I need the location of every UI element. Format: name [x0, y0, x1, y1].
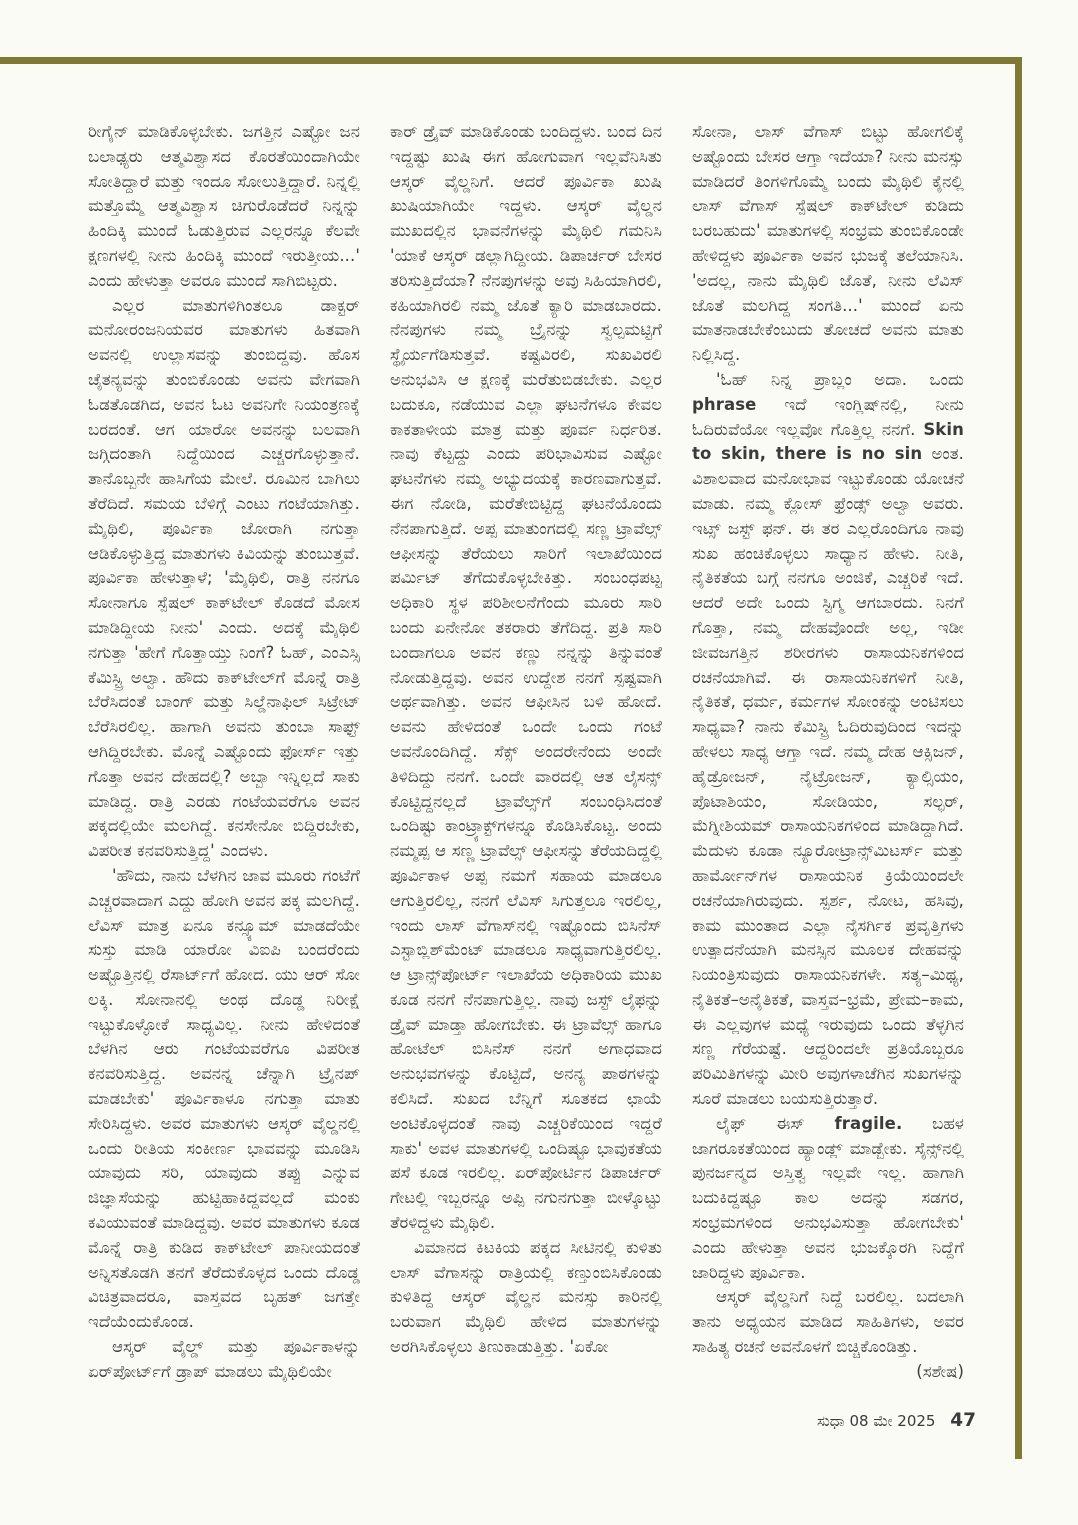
text-run: ವಿಮಾನದ ಕಿಟಕಿಯ ಪಕ್ಕದ ಸೀಟಿನಲ್ಲಿ ಕುಳಿತು ಲಾಸ್ ವೆಗಾಸನ್ನು ರಾತ್ರಿಯಲ್ಲಿ ಕಣ್ತುಂಬಿಸಿಕೊಂಡು ಕುಳಿತಿದ್ದ ಆಸ್ಕರ್ ವೈಲ್ಡನ ಮನಸ್ಸು ಕಾರಿನಲ್ಲಿ ಬರುವಾಗ ಮೈಥಿಲಿ ಹೇಳಿದ ಮಾತುಗಳನ್ನು ಅರಗಿಸಿಕೊಳ್ಳಲು ತಿಣುಕಾಡುತ್ತಿತ್ತು. 'ಏಕೋ	[390, 1237, 662, 1357]
story-paragraph	[88, 294, 360, 864]
text-column-1	[88, 120, 360, 1405]
text-column-2	[390, 120, 662, 1405]
bold-english-phrase: phrase	[692, 394, 757, 414]
text-run: ಎಲ್ಲರ ಮಾತುಗಳಿಗಿಂತಲೂ ಡಾಕ್ಟರ್ ಮನೋರಂಜನಿಯವರ ಮಾತುಗಳು ಹಿತವಾಗಿ ಅವನಲ್ಲಿ ಉಲ್ಲಾಸವನ್ನು ತುಂಬಿದ್ದವು. ಹೊಸ ಚೈತನ್ಯವನ್ನು ತುಂಬಿಕೊಂಡು ಅವನು ವೇಗವಾಗಿ ಓಡತೊಡಗಿದ, ಅವನ ಓಟ ಅವನಿಗೇ ನಿಯಂತ್ರಣಕ್ಕೆ ಬರದಂತೆ. ಆಗ ಯಾರೋ ಅವನನ್ನು ಬಲವಾಗಿ ಜಗ್ಗಿದಂತಾಗಿ ನಿದ್ದೆಯಿಂದ ಎಚ್ಚರಗೊಳ್ಳುತ್ತಾನೆ. ತಾನೊಬ್ಬನೇ ಹಾಸಿಗೆಯ ಮೇಲೆ. ರೂಮಿನ ಬಾಗಿಲು ತೆರೆದಿದೆ. ಸಮಯ ಬೆಳಿಗ್ಗೆ ಎಂಟು ಗಂಟೆಯಾಗಿತ್ತು. ಮೈಥಿಲಿ, ಪೂರ್ವಿಕಾ ಜೋರಾಗಿ ನಗುತ್ತಾ ಆಡಿಕೊಳ್ಳುತ್ತಿದ್ದ ಮಾತುಗಳು ಕಿವಿಯನ್ನು ತುಂಬುತ್ತವೆ. ಪೂರ್ವಿಕಾ ಹೇಳುತ್ತಾಳೆ; 'ಮೈಥಿಲಿ, ರಾತ್ರಿ ನನಗೂ ಸೋನಾಗೂ ಸ್ಪೆಷಲ್ ಕಾಕ್‌ಟೇಲ್ ಕೊಡದೆ ಮೋಸ ಮಾಡಿದ್ದೀಯ ನೀನು' ಎಂದು. ಅದಕ್ಕೆ ಮೈಥಿಲಿ ನಗುತ್ತಾ 'ಹೇಗೆ ಗೊತ್ತಾಯ್ತು ನಿಂಗೆ? ಓಹ್, ಎಂಎಸ್ಸಿ ಕೆಮಿಸ್ಟ್ರಿ ಅಲ್ವಾ. ಹೌದು ಕಾಕ್‌ಟೇಲ್‌ಗೆ ಮೊನ್ನೆ ರಾತ್ರಿ ಬೆರೆಸಿದಂತೆ ಬಾಂಗ್ ಮತ್ತು ಸಿಲ್ಡೆನಾಫಿಲ್ ಸಿಟ್ರೇಟ್ ಬೆರೆಸಿರಲಿಲ್ಲ. ಹಾಗಾಗಿ ಅವನು ತುಂಬಾ ಸಾಫ್ಟ್ ಆಗಿದ್ದಿರಬೇಕು. ಮೊನ್ನೆ ಎಷ್ಟೊಂದು ಫೋರ್ಸ್ ಇತ್ತು ಗೊತ್ತಾ ಅವನ ದೇಹದಲ್ಲಿ? ಅಬ್ಬಾ ಇನ್ನಿಲ್ಲದೆ ಸಾಕು ಮಾಡಿದ್ದ. ರಾತ್ರಿ ಎರಡು ಗಂಟೆಯವರೆಗೂ ಅವನ ಪಕ್ಕದಲ್ಲಿಯೇ ಮಲಗಿದ್ದೆ. ಕನಸೇನೋ ಬಿದ್ದಿರಬೇಕು, ವಿಪರೀತ ಕನವರಿಸುತ್ತಿದ್ದ' ಎಂದಳು.	[88, 295, 360, 861]
story-paragraph	[692, 120, 964, 368]
text-run: ಲೈಫ್ ಈಸ್	[716, 1113, 835, 1133]
text-run: ಆಸ್ಕರ್ ವೈಲ್ಡನಿಗೆ ನಿದ್ದೆ ಬರಲಿಲ್ಲ. ಬದಲಾಗಿ ತಾನು ಅಧ್ಯಯನ ಮಾಡಿದ ಸಾಹಿತಿಗಳು, ಅವರ ಸಾಹಿತ್ಯ ರಚನೆ ಅವನೊಳಗೆ ಬಿಚ್ಚಿಕೊಂಡಿತ್ತು.	[692, 1287, 964, 1357]
text-run: 'ಹೌದು, ನಾನು ಬೆಳಗಿನ ಜಾವ ಮೂರು ಗಂಟೆಗೆ ಎಚ್ಚರವಾದಾಗ ಎದ್ದು ಹೋಗಿ ಅವನ ಪಕ್ಕ ಮಲಗಿದ್ದೆ. ಲೆವಿಸ್ ಮಾತ್ರ ಏನೂ ಕನ್ಸ್ಯೂಮ್ ಮಾಡದೆಯೇ ಸುಸ್ತು ಮಾಡಿ ಯಾರೋ ವಿಐಪಿ ಬಂದರೆಂದು ಅಷ್ಟೊತ್ತಿನಲ್ಲಿ ರೆಸಾರ್ಟ್‌ಗೆ ಹೋದ. ಯು ಆರ್ ಸೋ ಲಕ್ಕಿ. ಸೋನಾನಲ್ಲಿ ಅಂಥ ದೊಡ್ಡ ನಿರೀಕ್ಷೆ ಇಟ್ಟುಕೊಳ್ಳೋಕೆ ಸಾಧ್ಯವಿಲ್ಲ. ನೀನು ಹೇಳಿದಂತೆ ಬೆಳಗಿನ ಆರು ಗಂಟೆಯವರೆಗೂ ವಿಪರೀತ ಕನವರಿಸುತ್ತಿದ್ದ. ಅವನನ್ನ ಚೆನ್ನಾಗಿ ಟ್ರೈನಪ್ ಮಾಡಬೇಕು' ಪೂರ್ವಿಕಾಳೂ ನಗುತ್ತಾ ಮಾತು ಸೇರಿಸಿದ್ದಳು. ಅವರ ಮಾತುಗಳು ಆಸ್ಕರ್ ವೈಲ್ಡನಲ್ಲಿ ಒಂದು ರೀತಿಯ ಸಂಕೀರ್ಣ ಭಾವವನ್ನು ಮೂಡಿಸಿ ಯಾವುದು ಸರಿ, ಯಾವುದು ತಪ್ಪು ಎನ್ನುವ ಜಿಜ್ಞಾಸೆಯನ್ನು ಹುಟ್ಟಿಹಾಕಿದ್ದವಲ್ಲದೆ ಮಂಕು ಕವಿಯುವಂತೆ ಮಾಡಿದ್ದವು. ಅವರ ಮಾತುಗಳು ಕೂಡ ಮೊನ್ನೆ ರಾತ್ರಿ ಕುಡಿದ ಕಾಕ್‌ಟೇಲ್ ಪಾನೀಯದಂತೆ ಅನ್ನಿಸತೊಡಗಿ ತನಗೆ ತೆರೆದುಕೊಳ್ಳದ ಒಂದು ದೊಡ್ಡ ವಿಚಿತ್ರವಾದರೂ, ವಾಸ್ತವದ ಬೃಹತ್ ಜಗತ್ತೇ ಇದೆಯೆಂದುಕೊಂಡ.	[88, 865, 360, 1332]
text-run: ಆಸ್ಕರ್ ವೈಲ್ಡ್ ಮತ್ತು ಪೂರ್ವಿಕಾಳನ್ನು ಏರ್‌ಪೋರ್ಟ್‌ಗೆ ಡ್ರಾಪ್ ಮಾಡಲು ಮೈಥಿಲಿಯೇ	[88, 1337, 360, 1381]
text-run: (ಸಶೇಷ)	[916, 1361, 964, 1381]
story-paragraph	[390, 1236, 662, 1360]
top-border-rule	[0, 57, 1022, 64]
text-run: ಬಹಳ ಜಾಗರೂಕತೆಯಿಂದ ಹ್ಯಾಂಡ್ಲ್ ಮಾಡ್ಬೇಕು. ಸೈನ್ಸ್‌ನಲ್ಲಿ ಪುನರ್ಜನ್ಮದ ಅಸ್ತಿತ್ವ ಇಲ್ಲವೇ ಇಲ್ಲ. ಹಾಗಾಗಿ ಬದುಕಿದ್ದಷ್ಟೂ ಕಾಲ ಅದನ್ನು ಸಡಗರ, ಸಂಭ್ರಮಗಳಿಂದ ಅನುಭವಿಸುತ್ತಾ ಹೋಗಬೇಕು' ಎಂದು ಹೇಳುತ್ತಾ ಅವನ ಭುಜಕ್ಕೊರಗಿ ನಿದ್ದೆಗೆ ಜಾರಿದ್ದಳು ಪೂರ್ವಿಕಾ.	[692, 1113, 964, 1282]
story-paragraph	[88, 864, 360, 1335]
article-columns	[88, 120, 966, 1405]
text-run: ರೀಗೈನ್ ಮಾಡಿಕೊಳ್ಳಬೇಕು. ಜಗತ್ತಿನ ಎಷ್ಟೋ ಜನ ಬಲಾಢ್ಯರು ಆತ್ಮವಿಶ್ವಾಸದ ಕೊರತೆಯಿಂದಾಗಿಯೇ ಸೋತಿದ್ದಾರೆ ಮತ್ತು ಇಂದೂ ಸೋಲುತ್ತಿದ್ದಾರೆ. ನಿನ್ನಲ್ಲಿ ಮತ್ತೊಮ್ಮೆ ಆತ್ಮವಿಶ್ವಾಸ ಚಿಗುರೊಡೆದರೆ ನಿನ್ನನ್ನು ಹಿಂದಿಕ್ಕಿ ಮುಂದೆ ಓಡುತ್ತಿರುವ ಎಲ್ಲರನ್ನೂ ಕೆಲವೇ ಕ್ಷಣಗಳಲ್ಲಿ ನೀನು ಹಿಂದಿಕ್ಕಿ ಮುಂದೆ ಇರುತ್ತೀಯ...' ಎಂದು ಹೇಳುತ್ತಾ ಅವರೂ ಮುಂದೆ ಸಾಗಿಬಿಟ್ಟರು.	[88, 122, 360, 290]
text-run: ಸೋನಾ, ಲಾಸ್ ವೆಗಾಸ್ ಬಿಟ್ಟು ಹೋಗಲಿಕ್ಕೆ ಅಷ್ಟೊಂದು ಬೇಸರ ಆಗ್ತಾ ಇದೆಯಾ? ನೀನು ಮನಸ್ಸು ಮಾಡಿದರೆ ತಿಂಗಳಿಗೊಮ್ಮೆ ಬಂದು ಮೈಥಿಲಿ ಕೈನಲ್ಲಿ ಲಾಸ್ ವೆಗಾಸ್ ಸ್ಪೆಷಲ್ ಕಾಕ್‌ಟೇಲ್ ಕುಡಿದು ಬರಬಹುದು' ಮಾತುಗಳಲ್ಲಿ ಸಂಭ್ರಮ ತುಂಬಿಕೊಂಡೇ ಹೇಳಿದ್ದಳು ಪೂರ್ವಿಕಾ ಅವನ ಭುಜಕ್ಕೆ ತಲೆಯಾನಿಸಿ. 'ಅದಲ್ಲ, ನಾನು ಮೈಥಿಲಿ ಜೊತೆ, ನೀನು ಲೆವಿಸ್ ಜೊತೆ ಮಲಗಿದ್ದ ಸಂಗತಿ...' ಮುಂದೆ ಏನು ಮಾತನಾಡಬೇಕೆಂಬುದು ತೋಚದೆ ಅವನು ಮಾತು ನಿಲ್ಲಿಸಿದ್ದ.	[692, 122, 964, 365]
text-run: ಅಂತ. ವಿಶಾಲವಾದ ಮನೋಭಾವ ಇಟ್ಟುಕೊಂಡು ಯೋಚನೆ ಮಾಡು. ನಮ್ಮ ಕ್ಲೋಸ್ ಫ್ರೆಂಡ್ಸ್ ಅಲ್ವಾ ಅವರು. ಇಟ್ಸ್ ಜಸ್ಟ್ ಫನ್. ಈ ತರ ಎಲ್ಲರೊಂದಿಗೂ ನಾವು ಸುಖ ಹಂಚಿಕೊಳ್ಳಲು ಸಾಧ್ಯಾನ ಹೇಳು. ನೀತಿ, ನೈತಿಕತೆಯ ಬಗ್ಗೆ ನನಗೂ ಅಂಜಿಕೆ, ಎಚ್ಚರಿಕೆ ಇದೆ. ಆದರೆ ಅದೇ ಒಂದು ಸ್ಟಿಗ್ಮ ಆಗಬಾರದು. ನಿನಗೆ ಗೊತ್ತಾ, ನಮ್ಮ ದೇಹವೊಂದೇ ಅಲ್ಲ, ಇಡೀ ಜೀವಜಗತ್ತಿನ ಶರೀರಗಳು ರಾಸಾಯನಿಕಗಳಿಂದ ರಚನೆಯಾಗಿವೆ. ಈ ರಾಸಾಯನಿಕಗಳಿಗೆ ನೀತಿ, ನೈತಿಕತೆ, ಧರ್ಮ, ಕರ್ಮಗಳ ಸೋಂಕನ್ನು ಅಂಟಿಸಲು ಸಾಧ್ಯವಾ? ನಾನು ಕೆಮಿಸ್ಟ್ರಿ ಓದಿರುವುದಿಂದ ಇದನ್ನು ಹೇಳಲು ಸಾಧ್ಯ ಆಗ್ತಾ ಇದೆ. ನಮ್ಮ ದೇಹ ಆಕ್ಸಿಜನ್, ಹೈಡ್ರೋಜನ್, ನೈಟ್ರೋಜನ್, ಕ್ಯಾಲ್ಸಿಯಂ, ಪೊಟಾಶಿಯಂ, ಸೋಡಿಯಂ, ಸಲ್ಫರ್, ಮೆಗ್ನೀಶಿಯಮ್ ರಾಸಾಯನಿಕಗಳಿಂದ ಮಾಡಿದ್ದಾಗಿದೆ. ಮೆದುಳು ಕೂಡಾ ನ್ಯೂರೋಟ್ರಾನ್ಸ್‌ಮಿಟರ್ಸ್ ಮತ್ತು ಹಾರ್ಮೋನ್‌ಗಳ ರಾಸಾಯನಿಕ ಕ್ರಿಯೆಯಿಂದಲೇ ರಚನೆಯಾಗಿರುವುದು. ಸ್ಪರ್ಶ, ನೋಟ, ಹಸಿವು, ಕಾಮ ಮುಂತಾದ ಎಲ್ಲಾ ನೈಸರ್ಗಿಕ ಪ್ರವೃತ್ತಿಗಳು ಉತ್ಪಾದನೆಯಾಗಿ ಮನಸ್ಸಿನ ಮೂಲಕ ದೇಹವನ್ನು ನಿಯಂತ್ರಿಸುವುದು ರಾಸಾಯನಿಕಗಳೇ. ಸತ್ಯ–ಮಿಥ್ಯ, ನೈತಿಕತೆ–ಅನೈತಿಕತೆ, ವಾಸ್ತವ–ಭ್ರಮೆ, ಪ್ರೇಮ–ಕಾಮ, ಈ ಎಲ್ಲವುಗಳ ಮಧ್ಯೆ ಇರುವುದು ಒಂದು ತೆಳ್ಳಗಿನ ಸಣ್ಣ ಗೆರೆಯಷ್ಟೆ. ಆದ್ದರಿಂದಲೇ ಪ್ರತಿಯೊಬ್ಬರೂ ಪರಿಮಿತಿಗಳನ್ನು ಮೀರಿ ಅವುಗಳಾಚೆಗಿನ ಸುಖಗಳನ್ನು ಸೂರೆ ಮಾಡಲು ಬಯಸುತ್ತಿರುತ್ತಾರೆ.	[692, 444, 964, 1109]
story-paragraph	[692, 1112, 964, 1286]
story-paragraph	[692, 1285, 964, 1359]
text-run: 'ಓಹ್ ನಿನ್ನ ಪ್ರಾಬ್ಲಂ ಅದಾ. ಒಂದು	[716, 369, 964, 389]
story-paragraph	[390, 120, 662, 1236]
story-paragraph	[88, 120, 360, 294]
story-paragraph	[88, 1335, 360, 1385]
bold-english-phrase: fragile.	[834, 1113, 903, 1133]
text-column-3	[692, 120, 964, 1405]
page-footer	[640, 1410, 976, 1431]
text-run: ಇದೆ ಇಂಗ್ಲಿಷ್‌ನಲ್ಲಿ, ನೀನು ಓದಿರುವೆಯೋ ಇಲ್ಲವೋ ಗೊತ್ತಿಲ್ಲ ನನಗೆ.	[692, 394, 964, 439]
text-run: ಕಾರ್ ಡ್ರೈವ್ ಮಾಡಿಕೊಂಡು ಬಂದಿದ್ದಳು. ಬಂದ ದಿನ ಇದ್ದಷ್ಟು ಖುಷಿ ಈಗ ಹೋಗುವಾಗ ಇಲ್ಲವೆನಿಸಿತು ಆಸ್ಕರ್ ವೈಲ್ಡನಿಗೆ. ಆದರೆ ಪೂರ್ವಿಕಾ ಖುಷಿ ಖುಷಿಯಾಗಿಯೇ ಇದ್ದಳು. ಆಸ್ಕರ್ ವೈಲ್ಡನ ಮುಖದಲ್ಲಿನ ಭಾವನೆಗಳನ್ನು ಮೈಥಿಲಿ ಗಮನಿಸಿ 'ಯಾಕೆ ಆಸ್ಕರ್ ಡಲ್ಲಾಗಿದ್ದೀಯ. ಡಿಪಾರ್ಚರ್ ಬೇಸರ ತರಿಸುತ್ತಿದೆಯಾ? ನೆನಪುಗಳನ್ನು ಅವು ಸಿಹಿಯಾಗಿರಲಿ, ಕಹಿಯಾಗಿರಲಿ ನಮ್ಮ ಜೊತೆ ಕ್ಯಾರಿ ಮಾಡಬಾರದು. ನೆನಪುಗಳು ನಮ್ಮ ಬ್ರೈನನ್ನು ಸ್ವಲ್ಪಮಟ್ಟಿಗೆ ಸ್ಥೈರ್ಯಗೆಡಿಸುತ್ತವೆ. ಕಷ್ಟವಿರಲಿ, ಸುಖವಿರಲಿ ಅನುಭವಿಸಿ ಆ ಕ್ಷಣಕ್ಕೆ ಮರೆತುಬಿಡಬೇಕು. ಎಲ್ಲರ ಬದುಕೂ, ನಡೆಯುವ ಎಲ್ಲಾ ಘಟನೆಗಳೂ ಕೇವಲ ಕಾಕತಾಳೀಯ ಮಾತ್ರ ಮತ್ತು ಪೂರ್ವ ನಿರ್ಧರಿತ. ನಾವು ಕೆಟ್ಟದ್ದು ಎಂದು ಪರಿಭಾವಿಸುವ ಎಷ್ಟೋ ಘಟನೆಗಳು ನಮ್ಮ ಅಭ್ಯುದಯಕ್ಕೆ ಕಾರಣವಾಗುತ್ತವೆ. ಈಗ ನೋಡಿ, ಮರೆತೇಬಿಟ್ಟಿದ್ದ ಘಟನೆಯೊಂದು ನೆನಪಾಗುತ್ತಿದೆ. ಅಪ್ಪ ಮಾತುಂಗದಲ್ಲಿ ಸಣ್ಣ ಟ್ರಾವೆಲ್ಸ್ ಆಫೀಸನ್ನು ತೆರೆಯಲು ಸಾರಿಗೆ ಇಲಾಖೆಯಿಂದ ಪರ್ಮಿಟ್ ತೆಗೆದುಕೊಳ್ಳಬೇಕಿತ್ತು. ಸಂಬಂಧಪಟ್ಟ ಅಧಿಕಾರಿ ಸ್ಥಳ ಪರಿಶೀಲನೆಗೆಂದು ಮೂರು ಸಾರಿ ಬಂದು ಏನೇನೋ ತಕರಾರು ತೆಗೆದಿದ್ದ. ಪ್ರತಿ ಸಾರಿ ಬಂದಾಗಲೂ ಅವನ ಕಣ್ಣು ನನ್ನನ್ನು ತಿನ್ನುವಂತೆ ನೋಡುತ್ತಿದ್ದವು. ಅವನ ಉದ್ದೇಶ ನನಗೆ ಸ್ಪಷ್ಟವಾಗಿ ಅರ್ಥವಾಗಿತ್ತು. ಅವನ ಆಫೀಸಿನ ಬಳಿ ಹೋದೆ. ಅವನು ಹೇಳಿದಂತೆ ಒಂದೇ ಒಂದು ಗಂಟೆ ಅವನೊಂದಿಗಿದ್ದೆ. ಸೆಕ್ಸ್ ಅಂದರೇನೆಂದು ಅಂದೇ ತಿಳಿದಿದ್ದು ನನಗೆ. ಒಂದೇ ವಾರದಲ್ಲಿ ಆತ ಲೈಸನ್ಸ್ ಕೊಟ್ಟಿದ್ದನಲ್ಲದೆ ಟ್ರಾವೆಲ್ಸ್‌ಗೆ ಸಂಬಂಧಿಸಿದಂತೆ ಒಂದಿಷ್ಟು ಕಾಂಟ್ರ್ಯಾಕ್ಟ್‌ಗಳನ್ನೂ ಕೊಡಿಸಿಕೊಟ್ಟ. ಅಂದು ನಮ್ಮಪ್ಪ ಆ ಸಣ್ಣ ಟ್ರಾವೆಲ್ಸ್ ಆಫೀಸನ್ನು ತೆರೆಯದಿದ್ದಲ್ಲಿ ಪೂರ್ವಿಕಾಳ ಅಪ್ಪ ನಮಗೆ ಸಹಾಯ ಮಾಡಲೂ ಆಗುತ್ತಿರಲಿಲ್ಲ, ನನಗೆ ಲೆವಿಸ್ ಸಿಗುತ್ತಲೂ ಇರಲಿಲ್ಲ, ಇಂದು ಲಾಸ್ ವೆಗಾಸ್‌ನಲ್ಲಿ ಇಷ್ಟೊಂದು ಬಿಸಿನೆಸ್ ಎಸ್ಟಾಬ್ಲಿಶ್‌ಮೆಂಟ್ ಮಾಡಲೂ ಸಾಧ್ಯವಾಗುತ್ತಿರಲಿಲ್ಲ. ಆ ಟ್ರಾನ್ಸ್‌ಪೋರ್ಟ್ ಇಲಾಖೆಯ ಅಧಿಕಾರಿಯ ಮುಖ ಕೂಡ ನನಗೆ ನೆನಪಾಗುತ್ತಿಲ್ಲ. ನಾವು ಜಸ್ಟ್ ಲೈಫನ್ನು ಡ್ರೈವ್ ಮಾಡ್ತಾ ಹೋಗಬೇಕು. ಈ ಟ್ರಾವೆಲ್ಸ್ ಹಾಗೂ ಹೋಟೆಲ್ ಬಿಸಿನೆಸ್ ನನಗೆ ಅಗಾಧವಾದ ಅನುಭವಗಳನ್ನು ಕೊಟ್ಟಿದೆ, ಅನನ್ಯ ಪಾಠಗಳನ್ನು ಕಲಿಸಿದೆ. ಸುಖದ ಬೆನ್ನಿಗೆ ಸೂತಕದ ಛಾಯೆ ಅಂಟಿಕೊಳ್ಳದಂತೆ ನಾವು ಎಚ್ಚರಿಕೆಯಿಂದ ಇದ್ದರೆ ಸಾಕು' ಅವಳ ಮಾತುಗಳಲ್ಲಿ ಒಂದಿಷ್ಟೂ ಭಾವುಕತೆಯ ಪಸೆ ಕೂಡ ಇರಲಿಲ್ಲ. ಏರ್‌ಪೋರ್ಟಿನ ಡಿಪಾರ್ಚರ್ ಗೇಟಲ್ಲಿ ಇಬ್ಬರನ್ನೂ ಅಪ್ಪಿ ನಗುನಗುತ್ತಾ ಬೀಳ್ಕೊಟ್ಟು ತೆರಳಿದ್ದಳು ಮೈಥಿಲಿ.	[390, 122, 662, 1233]
bold-english-phrase: Skin to skin, there is no sin	[692, 419, 964, 464]
story-paragraph	[692, 368, 964, 1112]
story-paragraph	[692, 1360, 964, 1385]
page-number: 47	[950, 1410, 976, 1431]
magazine-issue-date: ಸುಧಾ 08 ಮೇ 2025	[816, 1412, 936, 1430]
right-border-rule	[1015, 57, 1022, 1459]
